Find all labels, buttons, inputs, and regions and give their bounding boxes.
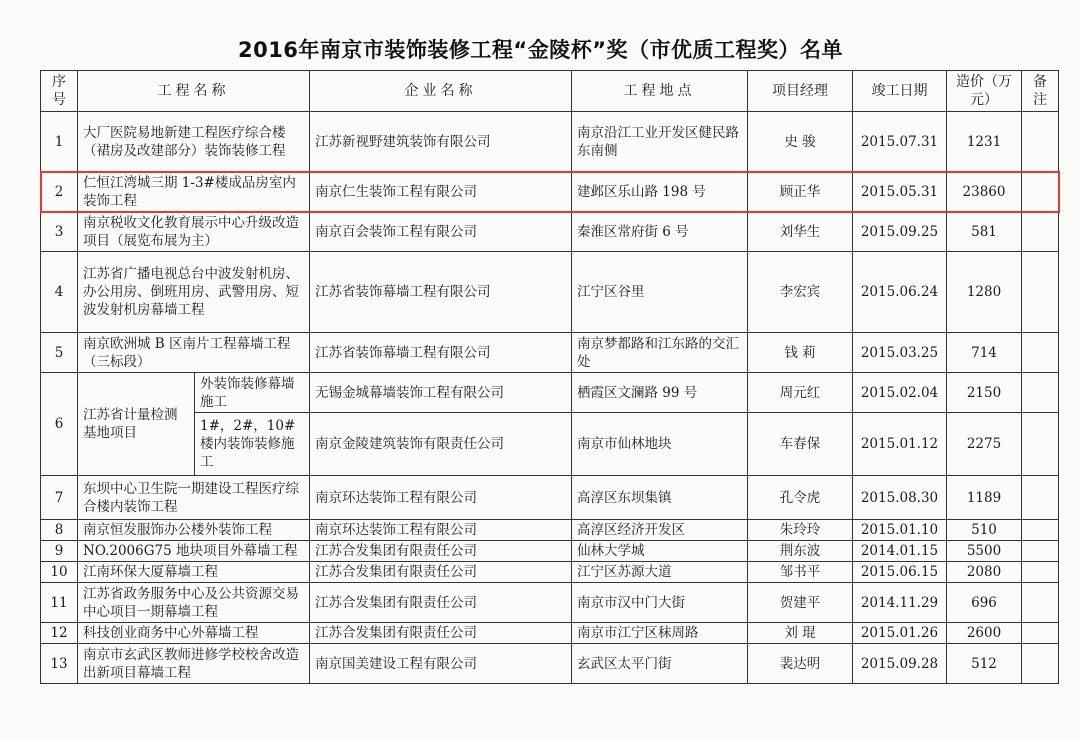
table-row bbox=[41, 212, 1059, 252]
row-no: 7 bbox=[41, 476, 78, 520]
cost: 1231 bbox=[947, 112, 1022, 172]
table-row bbox=[41, 583, 1059, 623]
table-row bbox=[41, 562, 1059, 583]
table-row bbox=[41, 252, 1059, 333]
header-cost: 造价（万元） bbox=[947, 71, 1022, 112]
project-location: 栖霞区文澜路 99 号 bbox=[572, 373, 748, 413]
remarks bbox=[1022, 413, 1059, 476]
project-manager: 裴达明 bbox=[748, 644, 853, 684]
company-name: 南京环达装饰工程有限公司 bbox=[310, 520, 572, 541]
company-name: 南京国美建设工程有限公司 bbox=[310, 644, 572, 684]
project-manager: 车春保 bbox=[748, 413, 853, 476]
project-location: 南京市江宁区秣周路 bbox=[572, 623, 748, 644]
project-name: 南京市玄武区教师进修学校校舍改造出新项目幕墙工程 bbox=[78, 644, 310, 684]
table-row bbox=[41, 644, 1059, 684]
header-project-name: 工程名称 bbox=[78, 71, 310, 112]
award-list-table bbox=[40, 70, 1059, 684]
project-manager: 邹书平 bbox=[748, 562, 853, 583]
remarks bbox=[1022, 112, 1059, 172]
project-manager: 刘华生 bbox=[748, 212, 853, 252]
cost: 1189 bbox=[947, 476, 1022, 520]
cost: 581 bbox=[947, 212, 1022, 252]
project-location: 南京市汉中门大街 bbox=[572, 583, 748, 623]
cost: 696 bbox=[947, 583, 1022, 623]
row-no: 8 bbox=[41, 520, 78, 541]
project-name: 江苏省计量检测基地项目 bbox=[78, 373, 195, 476]
remarks bbox=[1022, 562, 1059, 583]
project-location: 秦淮区常府街 6 号 bbox=[572, 212, 748, 252]
project-name: 江苏省广播电视总台中波发射机房、办公用房、倒班用房、武警用房、短波发射机房幕墙工程 bbox=[78, 252, 310, 333]
company-name: 江苏省装饰幕墙工程有限公司 bbox=[310, 333, 572, 373]
company-name: 江苏合发集团有限责任公司 bbox=[310, 623, 572, 644]
company-name: 无锡金城幕墙装饰工程有限公司 bbox=[310, 373, 572, 413]
project-location: 南京沿江工业开发区健民路东南侧 bbox=[572, 112, 748, 172]
row-no: 12 bbox=[41, 623, 78, 644]
completion-date: 2015.08.30 bbox=[853, 476, 947, 520]
cost: 2275 bbox=[947, 413, 1022, 476]
project-manager: 顾正华 bbox=[748, 172, 853, 212]
table-row-highlighted bbox=[41, 172, 1059, 212]
sub-project-name: 1#，2#，10#楼内装饰装修施工 bbox=[195, 413, 310, 476]
header-company: 企业名称 bbox=[310, 71, 572, 112]
project-location: 仙林大学城 bbox=[572, 541, 748, 562]
project-name: 南京税收文化教育展示中心升级改造项目（展览布展为主） bbox=[78, 212, 310, 252]
row-no: 9 bbox=[41, 541, 78, 562]
project-location: 玄武区太平门街 bbox=[572, 644, 748, 684]
remarks bbox=[1022, 644, 1059, 684]
completion-date: 2015.09.25 bbox=[853, 212, 947, 252]
company-name: 南京金陵建筑装饰有限责任公司 bbox=[310, 413, 572, 476]
cost: 2150 bbox=[947, 373, 1022, 413]
project-location: 高淳区东坝集镇 bbox=[572, 476, 748, 520]
row-no: 11 bbox=[41, 583, 78, 623]
cost: 2080 bbox=[947, 562, 1022, 583]
document-title: 2016年南京市装饰装修工程“金陵杯”奖（市优质工程奖）名单 bbox=[237, 38, 844, 62]
project-name: 江南环保大厦幕墙工程 bbox=[78, 562, 310, 583]
project-manager: 刘 琨 bbox=[748, 623, 853, 644]
remarks bbox=[1022, 373, 1059, 413]
header-no: 序号 bbox=[41, 71, 78, 112]
completion-date: 2015.06.24 bbox=[853, 252, 947, 333]
remarks bbox=[1022, 476, 1059, 520]
project-location: 江宁区苏源大道 bbox=[572, 562, 748, 583]
completion-date: 2015.02.04 bbox=[853, 373, 947, 413]
row-no: 4 bbox=[41, 252, 78, 333]
header-location: 工程地点 bbox=[572, 71, 748, 112]
table-row bbox=[41, 476, 1059, 520]
remarks bbox=[1022, 212, 1059, 252]
cost: 714 bbox=[947, 333, 1022, 373]
project-manager: 钱 莉 bbox=[748, 333, 853, 373]
cost: 512 bbox=[947, 644, 1022, 684]
company-name: 南京百会装饰工程有限公司 bbox=[310, 212, 572, 252]
company-name: 江苏合发集团有限责任公司 bbox=[310, 541, 572, 562]
completion-date: 2014.01.15 bbox=[853, 541, 947, 562]
project-manager: 荆东波 bbox=[748, 541, 853, 562]
row-no: 6 bbox=[41, 373, 78, 476]
project-name: 大厂医院易地新建工程医疗综合楼（裙房及改建部分）装饰装修工程 bbox=[78, 112, 310, 172]
project-manager: 朱玲玲 bbox=[748, 520, 853, 541]
completion-date: 2015.01.26 bbox=[853, 623, 947, 644]
project-name: NO.2006G75 地块项目外幕墙工程 bbox=[78, 541, 310, 562]
company-name: 南京仁生装饰工程有限公司 bbox=[310, 172, 572, 212]
company-name: 江苏合发集团有限责任公司 bbox=[310, 562, 572, 583]
completion-date: 2015.01.10 bbox=[853, 520, 947, 541]
project-location: 建邺区乐山路 198 号 bbox=[572, 172, 748, 212]
project-name: 仁恒江湾城三期 1-3#楼成品房室内装饰工程 bbox=[78, 172, 310, 212]
remarks bbox=[1022, 333, 1059, 373]
cost: 23860 bbox=[947, 172, 1022, 212]
completion-date: 2014.11.29 bbox=[853, 583, 947, 623]
sub-project-name: 外装饰装修幕墙施工 bbox=[195, 373, 310, 413]
remarks bbox=[1022, 541, 1059, 562]
remarks bbox=[1022, 583, 1059, 623]
table-row bbox=[41, 520, 1059, 541]
completion-date: 2015.06.15 bbox=[853, 562, 947, 583]
row-no: 10 bbox=[41, 562, 78, 583]
project-location: 南京市仙林地块 bbox=[572, 413, 748, 476]
header-completion-date: 竣工日期 bbox=[853, 71, 947, 112]
remarks bbox=[1022, 172, 1059, 212]
project-manager: 周元红 bbox=[748, 373, 853, 413]
cost: 5500 bbox=[947, 541, 1022, 562]
cost: 510 bbox=[947, 520, 1022, 541]
project-manager: 贺建平 bbox=[748, 583, 853, 623]
row-no: 1 bbox=[41, 112, 78, 172]
table-row bbox=[41, 541, 1059, 562]
project-name: 南京欧洲城 B 区南片工程幕墙工程（三标段） bbox=[78, 333, 310, 373]
remarks bbox=[1022, 520, 1059, 541]
completion-date: 2015.07.31 bbox=[853, 112, 947, 172]
project-manager: 李宏宾 bbox=[748, 252, 853, 333]
project-location: 江宁区谷里 bbox=[572, 252, 748, 333]
header-remarks: 备注 bbox=[1022, 71, 1059, 112]
table-row bbox=[41, 112, 1059, 172]
project-manager: 孔令虎 bbox=[748, 476, 853, 520]
row-no: 13 bbox=[41, 644, 78, 684]
cost: 2600 bbox=[947, 623, 1022, 644]
table-row bbox=[41, 373, 1059, 413]
table-row bbox=[41, 333, 1059, 373]
project-name: 东坝中心卫生院一期建设工程医疗综合楼内装饰工程 bbox=[78, 476, 310, 520]
completion-date: 2015.09.28 bbox=[853, 644, 947, 684]
project-manager: 史 骏 bbox=[748, 112, 853, 172]
row-no: 3 bbox=[41, 212, 78, 252]
project-location: 南京梦都路和江东路的交汇处 bbox=[572, 333, 748, 373]
completion-date: 2015.01.12 bbox=[853, 413, 947, 476]
project-name: 南京恒发服饰办公楼外装饰工程 bbox=[78, 520, 310, 541]
company-name: 江苏省装饰幕墙工程有限公司 bbox=[310, 252, 572, 333]
table-row bbox=[41, 623, 1059, 644]
row-no: 5 bbox=[41, 333, 78, 373]
project-name: 江苏省政务服务中心及公共资源交易中心项目一期幕墙工程 bbox=[78, 583, 310, 623]
remarks bbox=[1022, 623, 1059, 644]
remarks bbox=[1022, 252, 1059, 333]
company-name: 南京环达装饰工程有限公司 bbox=[310, 476, 572, 520]
cost: 1280 bbox=[947, 252, 1022, 333]
header-row bbox=[41, 71, 1059, 112]
project-location: 高淳区经济开发区 bbox=[572, 520, 748, 541]
row-no: 2 bbox=[41, 172, 78, 212]
completion-date: 2015.03.25 bbox=[853, 333, 947, 373]
project-name: 科技创业商务中心外幕墙工程 bbox=[78, 623, 310, 644]
completion-date: 2015.05.31 bbox=[853, 172, 947, 212]
header-manager: 项目经理 bbox=[748, 71, 853, 112]
company-name: 江苏合发集团有限责任公司 bbox=[310, 583, 572, 623]
company-name: 江苏新视野建筑装饰有限公司 bbox=[310, 112, 572, 172]
